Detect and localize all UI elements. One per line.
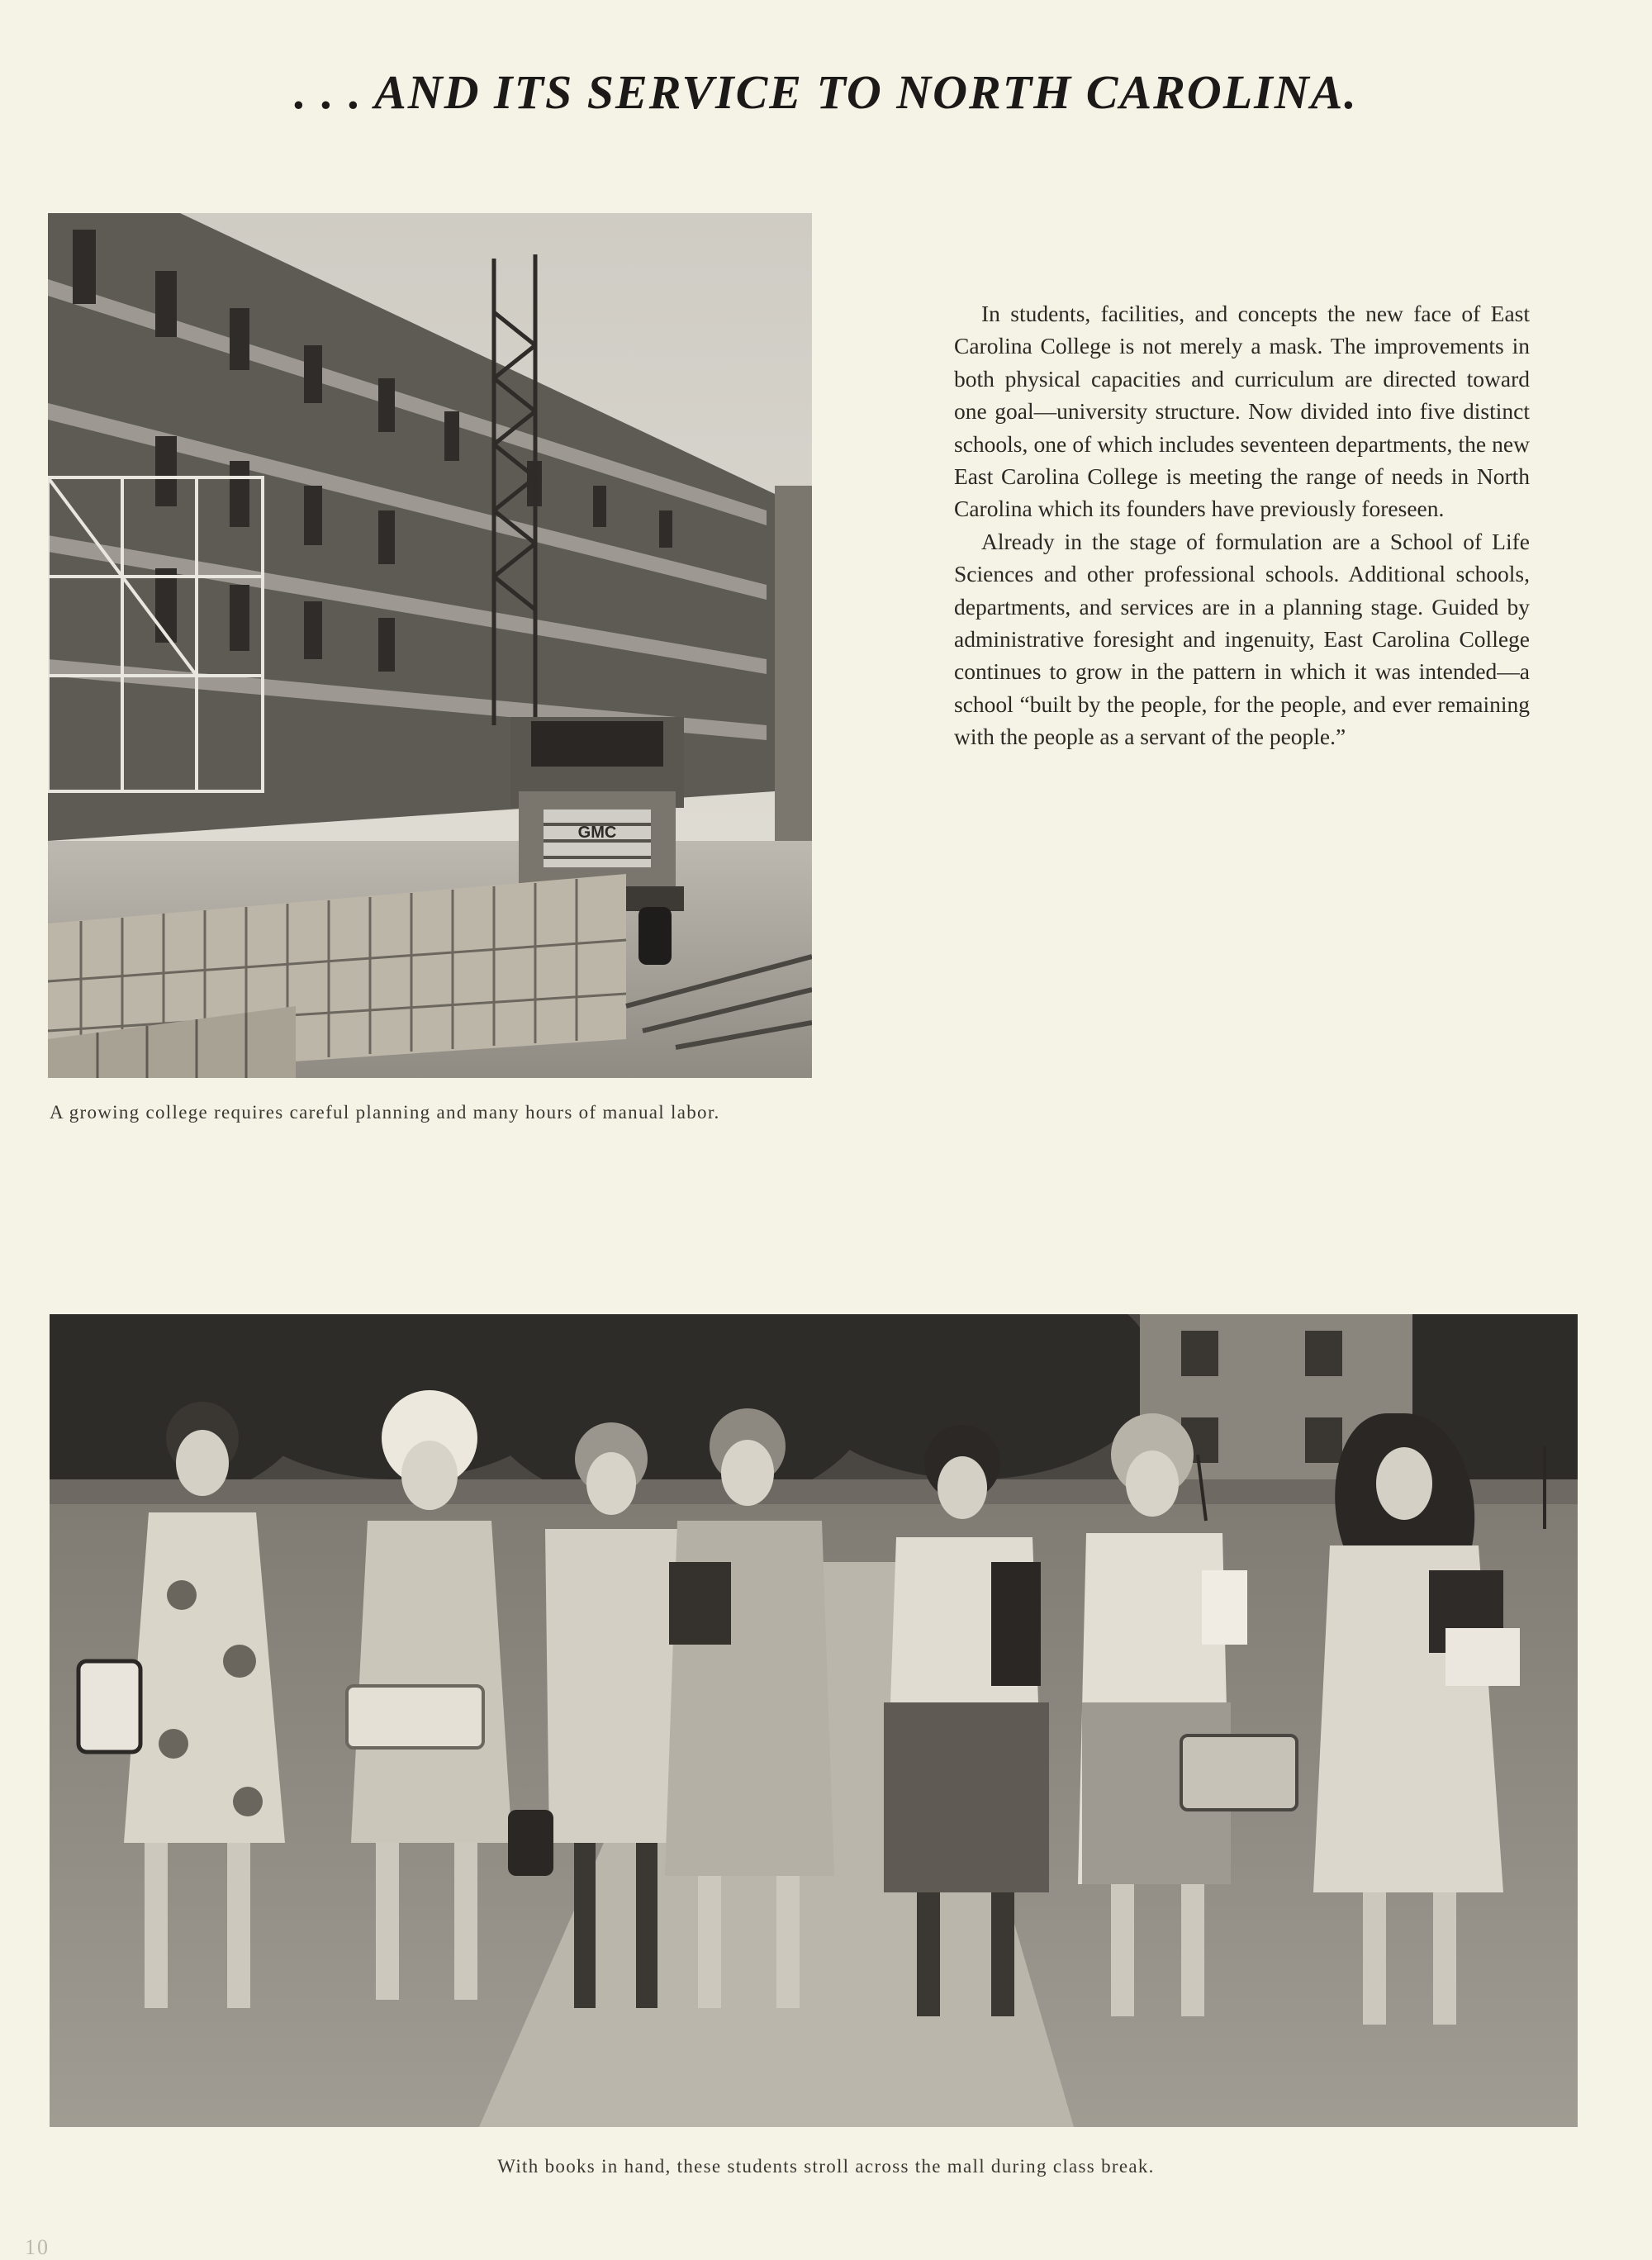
article-paragraph: Already in the stage of formulation are a School of Life Sciences and other professional schools. Additional schools, departments, and services are in a planning stage. Guided by administrative foresight and ingenuity, East Carolina College continues to grow in the pattern in which it was intended—a school “built by the people, for the people, and ever remaining with the people as a servant of the people.” (954, 528, 1530, 750)
construction-illustration (48, 213, 812, 1078)
construction-caption: A growing college requires careful planning and many hours of manual labor. (50, 1102, 720, 1123)
page-heading: . . . AND ITS SERVICE TO NORTH CAROLINA. (294, 65, 1358, 119)
page-number: 10 (25, 2235, 50, 2259)
article-text (954, 297, 1530, 753)
truck-grille-label: GMC (577, 824, 617, 842)
students-illustration (50, 1314, 1578, 2127)
article-paragraph: In students, facilities, and concepts the new face of East Carolina College is not merely a mask. The improvements in both physical capacities and curriculum are directed toward one goal—university structure. Now divided into five distinct schools, one of which includes seventeen departments, the new East Carolina College is meeting the range of needs in North Carolina which its founders have previously foreseen. (954, 301, 1530, 522)
construction-photo (48, 213, 812, 1078)
students-caption: With books in hand, these students stroll across the mall during class break. (497, 2156, 1155, 2177)
students-photo (50, 1314, 1578, 2127)
